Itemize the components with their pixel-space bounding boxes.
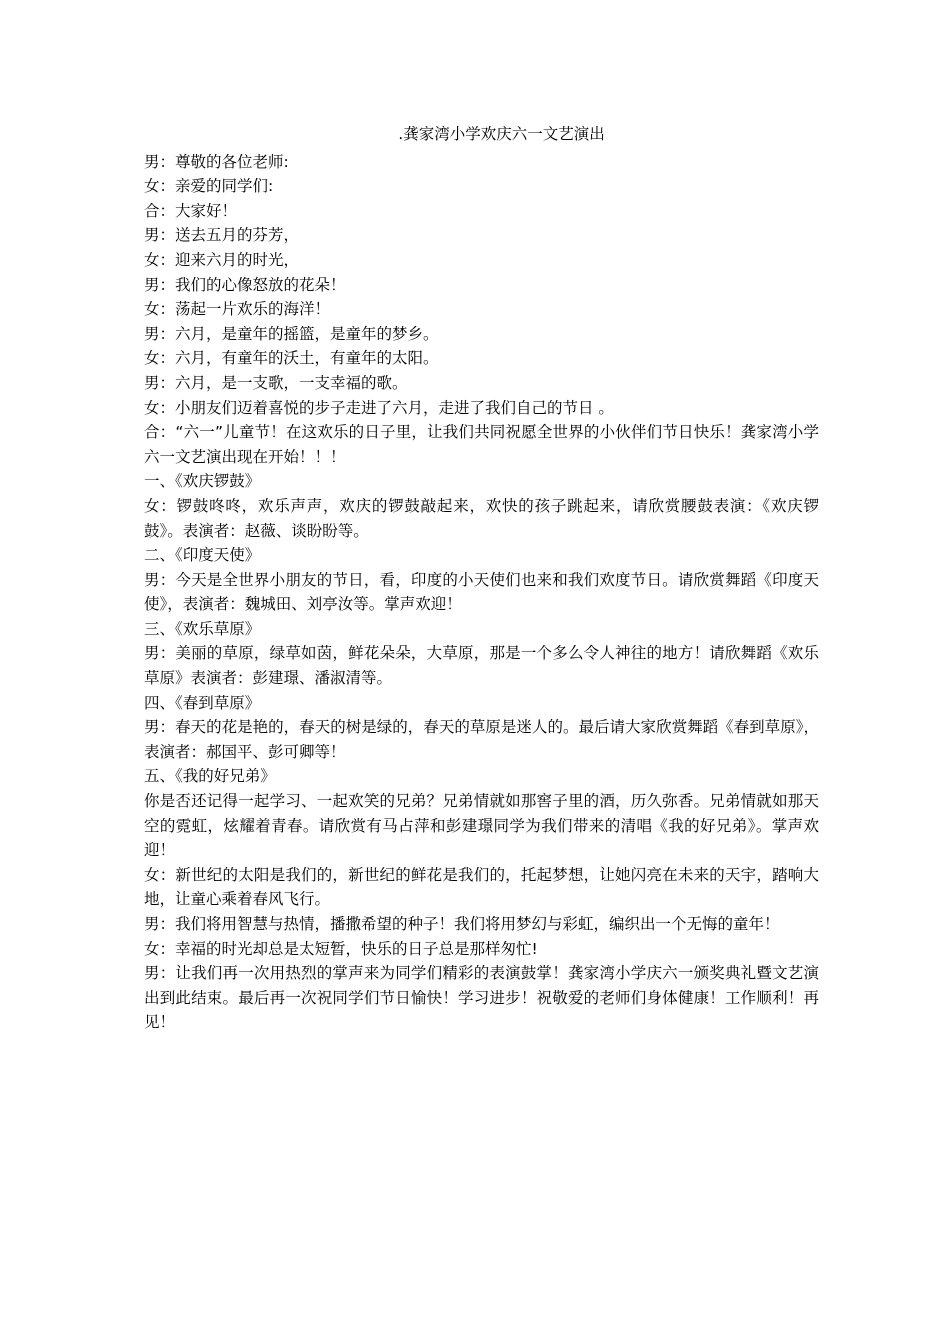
script-line: 女：小朋友们迈着喜悦的步子走进了六月，走进了我们自己的节日 。 <box>144 398 614 417</box>
script-line: 男：我们的心像怒放的花朵！ <box>144 275 346 294</box>
program-intro-3: 男：美丽的草原，绿草如茵，鲜花朵朵，大草原，那是一个多么令人神往的地方！请欣舞蹈《欢乐草原》表演者：彭建璟、潘淑清等。 <box>144 644 819 688</box>
line-greeting-together: 合：大家好！ <box>144 201 238 220</box>
script-line: 女：迎来六月的时光， <box>144 250 300 269</box>
program-heading-4: 四、《春到草原》 <box>144 693 261 712</box>
document-body <box>144 122 819 1035</box>
program-intro-2: 男：今天是全世界小朋友的节日，看，印度的小天使们也来和我们欢度节日。请欣赏舞蹈《印度天使》，表演者：魏城田、刘亭汝等。掌声欢迎！ <box>144 570 819 614</box>
line-greeting-male: 男：尊敬的各位老师: <box>144 152 289 171</box>
script-line: 女：六月，有童年的沃土，有童年的太阳。 <box>144 349 439 368</box>
document-title: .龚家湾小学欢庆六一文艺演出 <box>398 125 605 143</box>
program-intro-5: 你是否还记得一起学习、一起欢笑的兄弟？兄弟情就如那窖子里的酒，历久弥香。兄弟情就如那天空的霓虹，炫耀着青春。请欣赏有马占萍和彭建璟同学为我们带来的清唱《我的好兄弟》。掌声欢迎！ <box>144 792 819 860</box>
script-line: 男：六月，是童年的摇篮，是童年的梦乡。 <box>144 324 439 343</box>
program-heading-2: 二、《印度天使》 <box>144 546 261 565</box>
program-heading-5: 五、《我的好兄弟》 <box>144 767 276 786</box>
program-intro-1: 女：锣鼓咚咚，欢乐声声，欢庆的锣鼓敲起来，欢快的孩子跳起来，请欣赏腰鼓表演：《欢庆锣鼓》。表演者：赵薇、谈盼盼等。 <box>144 496 819 540</box>
program-heading-1: 一、《欢庆锣鼓》 <box>144 472 261 491</box>
closing-line: 男：我们将用智慧与热情，播撒希望的种子！我们将用梦幻与彩虹，编织出一个无悔的童年！ <box>144 915 780 933</box>
closing-line: 女：新世纪的太阳是我们的，新世纪的鲜花是我们的，托起梦想，让她闪亮在未来的天宇，踏响大地，让童心乘着春风飞行。 <box>144 865 819 909</box>
script-line: 女：荡起一片欢乐的海洋！ <box>144 300 331 319</box>
closing-line: 女：幸福的时光却总是太短暂，快乐的日子总是那样匆忙! <box>144 939 538 958</box>
script-line: 男：六月，是一支歌，一支幸福的歌。 <box>144 373 408 392</box>
program-heading-3: 三、《欢乐草原》 <box>144 619 261 638</box>
program-intro-4: 男：春天的花是艳的，春天的树是绿的，春天的草原是迷人的。最后请大家欣赏舞蹈《春到草原》，表演者：郝国平、彭可卿等！ <box>144 718 819 761</box>
closing-remarks: 男：让我们再一次用热烈的掌声来为同学们精彩的表演鼓掌！龚家湾小学庆六一颁奖典礼暨文艺演出到此结束。最后再一次祝同学们节日愉快！学习进步！祝敬爱的老师们身体健康！工作顺利！再见！ <box>144 964 819 1032</box>
script-line: 男：送去五月的芬芳， <box>144 226 300 245</box>
line-greeting-female: 女：亲爱的同学们: <box>144 177 274 196</box>
opening-announcement: 合：“六一”儿童节！在这欢乐的日子里，让我们共同祝愿全世界的小伙伴们节日快乐！龚家湾小学六一文艺演出现在开始！！！ <box>144 423 819 466</box>
